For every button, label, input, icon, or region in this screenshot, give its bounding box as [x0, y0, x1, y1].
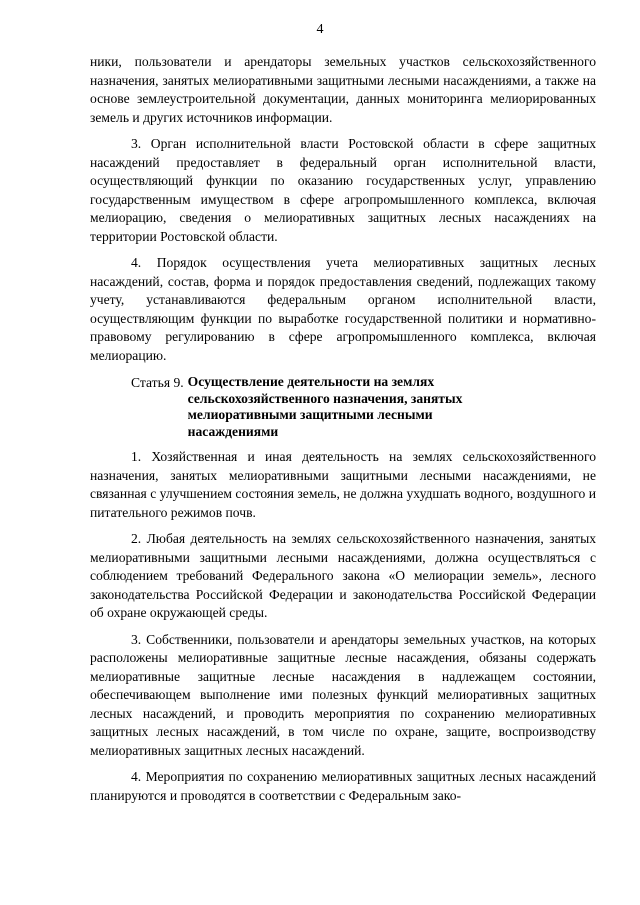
article-paragraph-1: 1. Хозяйственная и иная деятельность на землях сельскохозяйственного назначения, занятых мелиоративными защитными лесными насаждениями, не связанная с улучшением состояния земель, не должна ухудшать водного, воздушного и питательного режимов почв.: [90, 449, 596, 520]
article-paragraph-2: 2. Любая деятельность на землях сельскохозяйственного назначения, занятых мелиоративными защитными лесными насаждениями, должна осуществляться с соблюдением требований Федерального закона «О мелиорации земель», лесного законодательства Российской Федерации и законодательства Российской Федерации об охране окружающей среды.: [90, 531, 596, 620]
article-paragraph-4: 4. Мероприятия по сохранению мелиоративных защитных лесных насаждений планируются и проводятся в соответствии с Федеральным зако-: [90, 769, 596, 803]
article-paragraph-3: 3. Собственники, пользователи и арендаторы земельных участков, на которых расположены мелиоративные защитные лесные насаждения, обязаны содержать мелиоративные защитные лесные насаждения в надлежащем состоянии, обеспечивающем выполнение ими полезных функций мелиоративных защитных лесных насаждений, и проводить мероприятия по сохранению мелиоративных защитных лесных насаждений, в том числе по охране, защите, воспроизводству мелиоративных защитных лесных насаждений.: [90, 631, 596, 758]
paragraph-continuation: ники, пользователи и арендаторы земельных участков сельскохозяйственного назначения, занятых мелиоративными защитными лесными насаждениями, а также на основе землеустроительной документации, данных мониторинга мелиорированных земель и других источников информации.: [90, 54, 596, 125]
article-label: Статья 9.: [131, 375, 184, 390]
paragraph-item-4: 4. Порядок осуществления учета мелиоративных защитных лесных насаждений, состав, форма и порядок предоставления сведений, подлежащих такому учету, устанавливаются федеральным органом исполнительной власти, осуществляющим функции по выработке государственной политики и нормативно-правовому регулированию в сфере агропромышленного комплекса, включая мелиорацию.: [90, 255, 596, 363]
page-number: 4: [316, 22, 324, 37]
document-body: [90, 53, 596, 805]
paragraph-item-3: 3. Орган исполнительной власти Ростовской области в сфере защитных насаждений предоставляет в федеральный орган исполнительной власти, осуществляющий функции по оказанию государственных услуг, управлению государственным имуществом в сфере агропромышленного комплекса, включая мелиорацию, сведения о мелиоративных защитных лесных насаждениях на территории Ростовской области.: [90, 136, 596, 244]
article-heading: [90, 374, 596, 440]
article-title: Осуществление деятельности на землях сельскохозяйственного назначения, занятых мелиоративными защитными лесными насаждениями: [187, 374, 463, 439]
